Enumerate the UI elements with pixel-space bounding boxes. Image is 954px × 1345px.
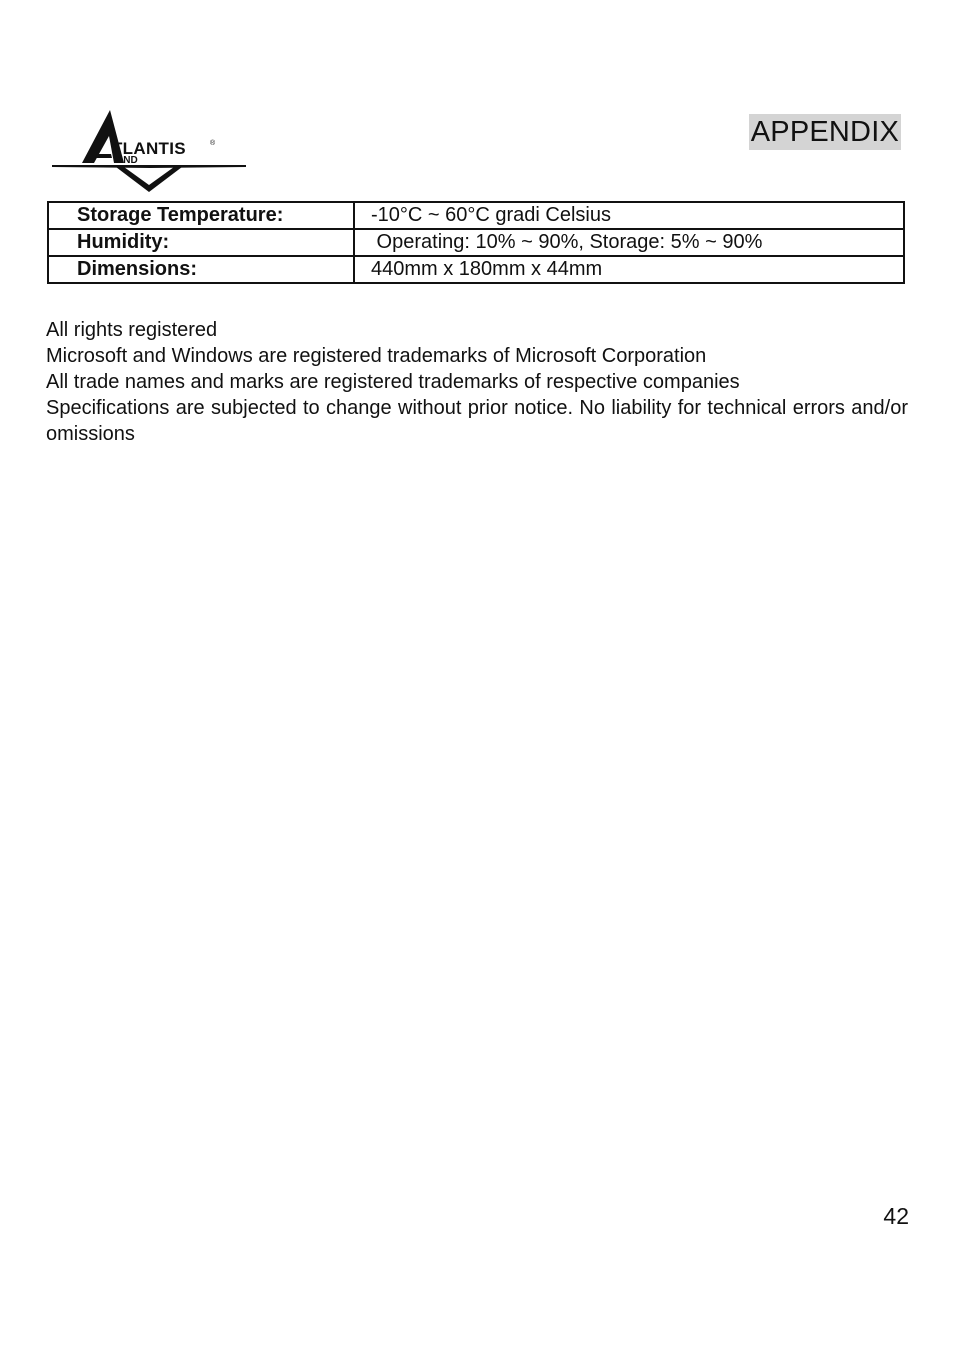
specifications-table [47,201,905,284]
rights-note: All rights registered [46,319,218,341]
liability-disclaimer: Specifications are subjected to change without prior notice. No liability for technical errors and/or omissions [46,397,908,445]
page-number: 42 [883,1203,909,1229]
legal-notes [46,317,908,447]
spec-label-humidity: Humidity: [48,229,354,256]
spec-value-dimensions: 440mm x 180mm x 44mm [354,256,904,283]
svg-text:AND: AND [116,155,138,166]
table-row [48,256,904,283]
atlantis-logo-icon [50,108,250,198]
section-title: APPENDIX [750,116,899,148]
table-row [48,202,904,229]
trademarks-note: All trade names and marks are registered trademarks of respective companies [46,371,740,393]
brand-logo [50,108,250,198]
spec-value-storage-temperature: -10°C ~ 60°C gradi Celsius [354,202,904,229]
spec-label-storage-temperature: Storage Temperature: [48,202,354,229]
spec-value-humidity: Operating: 10% ~ 90%, Storage: 5% ~ 90% [354,229,904,256]
spec-label-dimensions: Dimensions: [48,256,354,283]
table-row [48,229,904,256]
microsoft-trademark-note: Microsoft and Windows are registered trademarks of Microsoft Corporation [46,345,707,367]
svg-text:®: ® [210,140,216,147]
svg-text:TLANTIS: TLANTIS [112,139,186,158]
